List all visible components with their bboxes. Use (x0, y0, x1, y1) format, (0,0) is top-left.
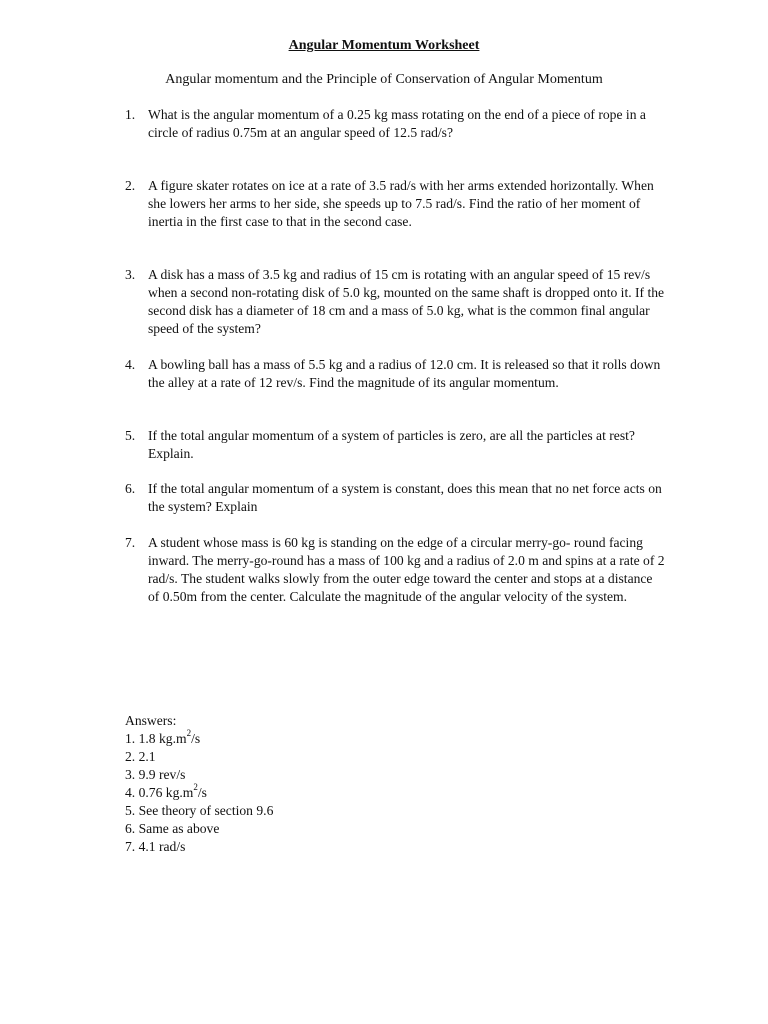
question-text: A student whose mass is 60 kg is standing on the edge of a circular merry-go- round facing inward. The merry-go-round has a mass of 100 kg and a radius of 2.0 m and spins at a rate of 2 rad/s. The student walks slowly from the outer edge toward the center and stops at a distance of 0.50m from the center. Calculate the magnitude of the angular velocity of the system. (148, 535, 665, 604)
question-number: 7. (125, 535, 136, 550)
question-text: What is the angular momentum of a 0.25 kg mass rotating on the end of a piece of rope in a circle of radius 0.75m at an angular speed of 12.5 rad/s? (148, 107, 646, 140)
question-text: A figure skater rotates on ice at a rate of 3.5 rad/s with her arms extended horizontally. When she lowers her arms to her side, she speeds up to 7.5 rad/s. Find the ratio of her moment of inertia in the first case to that in the second case. (148, 178, 654, 229)
question-number: 2. (125, 178, 136, 193)
answer-2: 2. 2.1 (125, 749, 156, 764)
question-number: 5. (125, 428, 136, 443)
question-7 (125, 534, 665, 606)
answers-section (125, 712, 525, 856)
answer-3: 3. 9.9 rev/s (125, 767, 186, 782)
question-2 (125, 177, 665, 231)
answers-heading: Answers: (125, 713, 177, 728)
question-number: 1. (125, 107, 136, 122)
question-5 (125, 427, 665, 463)
question-number: 3. (125, 267, 136, 282)
question-1 (125, 106, 665, 142)
answer-5: 5. See theory of section 9.6 (125, 803, 274, 818)
question-text: If the total angular momentum of a system is constant, does this mean that no net force acts on the system? Explain (148, 481, 662, 514)
question-number: 6. (125, 481, 136, 496)
question-text: If the total angular momentum of a system of particles is zero, are all the particles at rest? Explain. (148, 428, 635, 461)
answer-4: 4. 0.76 $kg.m^2/s$ (125, 782, 207, 800)
question-3 (125, 266, 665, 338)
question-4 (125, 356, 665, 392)
question-6 (125, 480, 665, 516)
page-subtitle: Angular momentum and the Principle of Conservation of Angular Momentum (165, 72, 603, 87)
answer-7: 7. 4.1 rad/s (125, 839, 186, 854)
page-title: Angular Momentum Worksheet (288, 38, 480, 53)
question-number: 4. (125, 357, 136, 372)
question-text: A bowling ball has a mass of 5.5 kg and a radius of 12.0 cm. It is released so that it rolls down the alley at a rate of 12 rev/s. Find the magnitude of its angular momentum. (148, 357, 661, 390)
question-text: A disk has a mass of 3.5 kg and radius of 15 cm is rotating with an angular speed of 15 rev/s when a second non-rotating disk of 5.0 kg, mounted on the same shaft is dropped onto it. If the second disk has a diameter of 18 cm and a mass of 5.0 kg, what is the common final angular speed of the system? (148, 267, 665, 336)
answer-1: 1. 1.8 $kg.m^2/s$ (125, 728, 201, 746)
answer-6: 6. Same as above (125, 821, 220, 836)
